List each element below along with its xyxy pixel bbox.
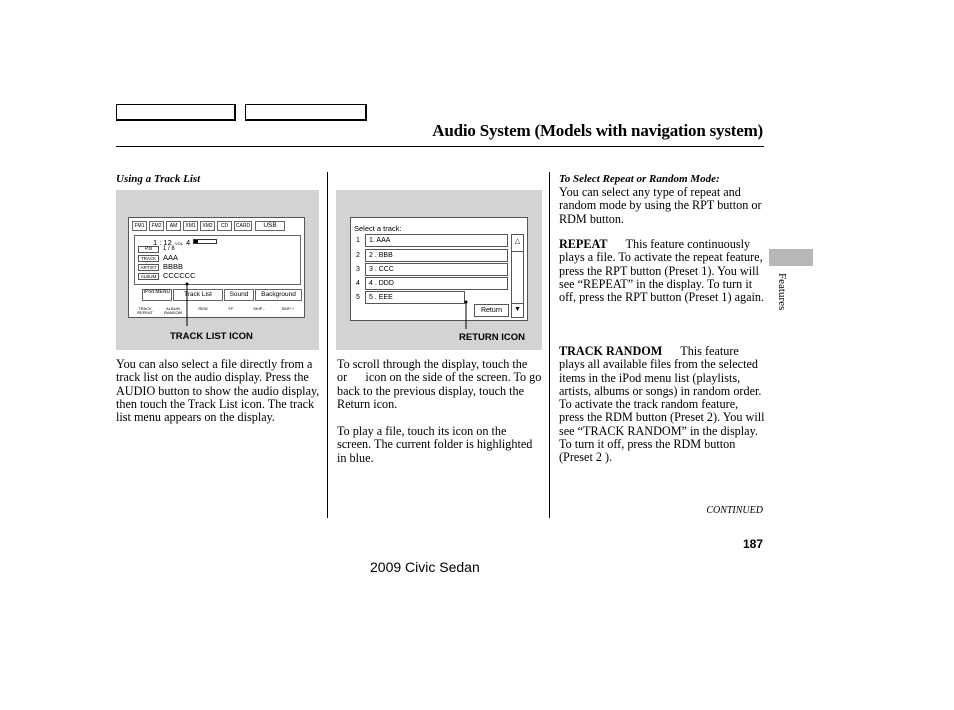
track-name: AAA — [163, 253, 179, 262]
artist-tag: ARTIST — [138, 264, 159, 271]
track-repeat-control[interactable]: TRACK REPEAT — [137, 306, 153, 315]
header-tab-box-2 — [245, 104, 367, 121]
play-file-paragraph: To play a file, touch its icon on the screen. The current folder is highlighted in blue. — [337, 424, 533, 465]
side-tab-label: Features — [776, 273, 788, 311]
skip-plus-control[interactable]: SKIP + — [281, 306, 295, 311]
track-random-section — [559, 345, 765, 465]
continued-label: CONTINUED — [706, 505, 763, 516]
elapsed-time: 1 : 12 — [153, 238, 172, 247]
album-random-control[interactable]: ALBUM RANDOM — [164, 306, 182, 315]
track-row-5[interactable]: 5 . EEE — [365, 291, 465, 304]
track-row-2[interactable]: 2 . BBB — [365, 249, 508, 262]
ipod-menu-button[interactable]: iPod MENU — [142, 289, 172, 301]
source-button-fm2[interactable]: FM2 — [149, 221, 164, 231]
volume-label: VOL — [175, 241, 184, 246]
artist-name: BBBB — [163, 262, 184, 271]
return-icon-label: RETURN ICON — [459, 332, 525, 343]
side-tab-marker — [769, 249, 813, 266]
select-track-heading: Select a track: — [354, 224, 402, 233]
column-divider-1 — [327, 172, 328, 518]
track-row-4[interactable]: 4 . DDD — [365, 277, 508, 290]
track-list-callout — [116, 190, 319, 350]
ff-control[interactable]: FF — [228, 306, 234, 311]
track-tag: TRACK — [138, 255, 159, 262]
source-button-xm1[interactable]: XM1 — [183, 221, 198, 231]
source-button-card[interactable]: CARD — [235, 223, 251, 229]
track-list-button[interactable]: Track List — [173, 289, 223, 301]
header-tab-box-1 — [116, 104, 236, 121]
track-random-text: This feature plays all available files from the selected items in the iPod menu list (playlists, artists, albums or songs) in random order. To activate the track random feature, press the RDM button (Preset 2). You will see “TRACK RANDOM” in the display. To turn it off, press the RDM button (Preset 2 ). — [559, 344, 765, 465]
page-number: 187 — [742, 537, 763, 551]
scroll-down-icon[interactable]: ▼ — [514, 306, 521, 313]
rew-control[interactable]: REW — [198, 306, 208, 311]
track-row-1[interactable]: 1. AAA — [365, 234, 508, 247]
page-title: Audio System (Models with navigation system) — [432, 121, 763, 140]
repeat-text: This feature continuously plays a file. To activate the repeat feature, press the RPT button (Preset 1). You will see “REPEAT” in the display. To turn it off, press the RPT button (Preset 1) again. — [559, 237, 765, 305]
album-name: CCCCCC — [163, 271, 196, 280]
column-divider-2 — [549, 172, 550, 518]
row-number-3: 3 — [356, 266, 360, 273]
track-random-heading: TRACK RANDOM — [559, 344, 663, 358]
model-footer: 2009 Civic Sedan — [370, 559, 480, 575]
background-button[interactable]: Background — [255, 289, 302, 301]
track-list-paragraph: You can also select a file directly from a track list on the audio display. Press the AUDIO button to show the audio display, then touch the Track List icon. The track list menu appears on the display. — [116, 357, 320, 425]
scroll-up-icon[interactable]: △ — [514, 238, 521, 245]
source-button-xm2[interactable]: XM2 — [200, 221, 215, 231]
track-list-icon-label: TRACK LIST ICON — [170, 331, 253, 342]
repeat-section — [559, 238, 765, 304]
skip-minus-control[interactable]: SKIP - — [253, 306, 265, 311]
scroll-paragraph: To scroll through the display, touch the or icon on the side of the screen. To go back to the previous display, touch the Return icon. — [337, 357, 546, 411]
source-button-cd[interactable]: CD — [217, 221, 232, 231]
track-row-3[interactable]: 3 . CCC — [365, 263, 508, 276]
repeat-heading: REPEAT — [559, 237, 608, 251]
source-button-fm1[interactable]: FM1 — [132, 221, 147, 231]
row-number-5: 5 — [356, 294, 360, 301]
sound-button[interactable]: Sound — [224, 289, 254, 301]
source-button-am[interactable]: AM — [166, 221, 181, 231]
row-number-4: 4 — [356, 280, 360, 287]
track-list-caption: Using a Track List — [116, 173, 201, 185]
repeat-random-intro: You can select any type of repeat and random mode by using the RPT button or RDM button. — [559, 185, 762, 226]
row-number-1: 1 — [356, 237, 360, 244]
volume-value: 4 — [186, 238, 191, 247]
folder-count: 1 / 8 — [163, 246, 175, 252]
return-callout — [336, 190, 542, 350]
row-number-2: 2 — [356, 252, 360, 259]
repeat-random-caption: To Select Repeat or Random Mode: — [559, 173, 720, 185]
album-tag: ALBUM — [138, 273, 159, 280]
source-button-usb[interactable]: USB — [255, 221, 285, 231]
header-rule — [116, 146, 764, 147]
psi-tag: Psi — [138, 246, 159, 253]
return-button[interactable]: Return — [474, 304, 509, 317]
